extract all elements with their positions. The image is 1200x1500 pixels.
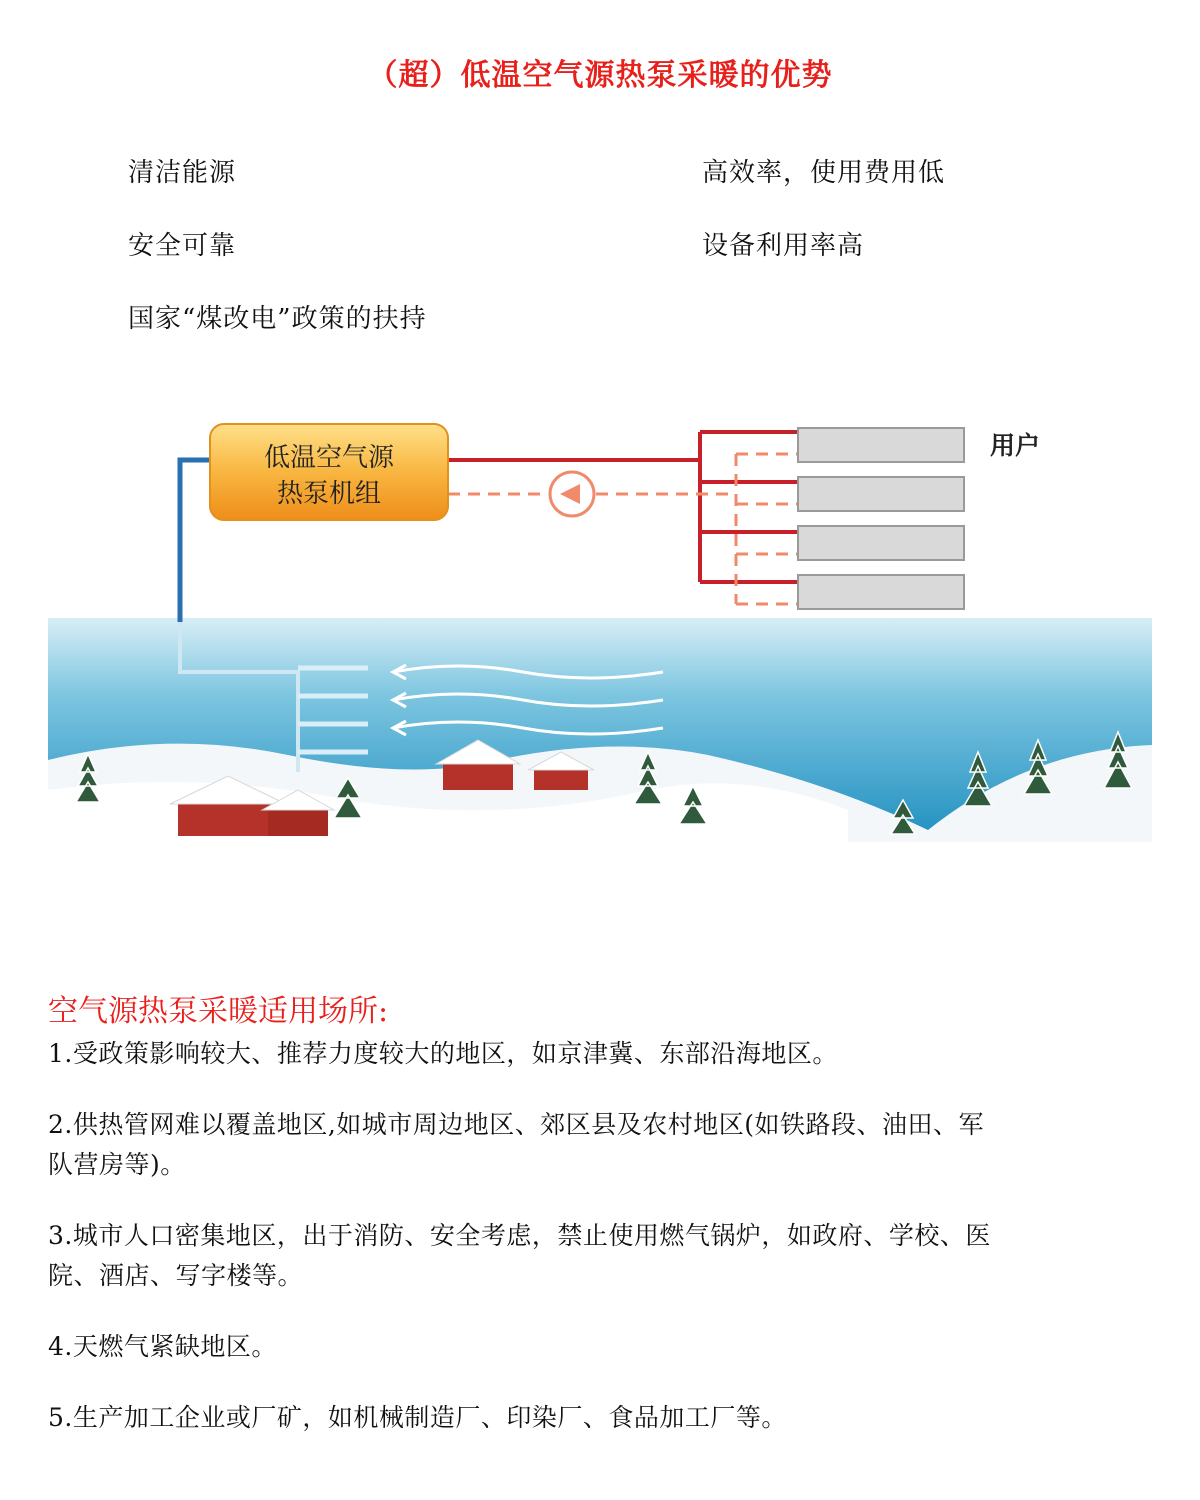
page-title: （超）低温空气源热泵采暖的优势 <box>367 58 833 93</box>
list-item: 5.生产加工企业或厂矿，如机械制造厂、印染厂、食品加工厂等。 <box>48 1403 787 1432</box>
circulation-pump-icon <box>550 472 594 516</box>
user-label: 用户 <box>990 431 1041 460</box>
advantage-safe-reliable: 安全可靠 <box>128 231 237 261</box>
unit-label-line2: 热泵机组 <box>276 479 382 509</box>
advantage-high-efficiency: 高效率，使用费用低 <box>702 158 946 188</box>
applicable-heading: 空气源热泵采暖适用场所: <box>48 994 389 1029</box>
user-box-4 <box>798 575 964 609</box>
advantage-policy-support: 国家“煤改电”政策的扶持 <box>128 304 427 334</box>
user-box-3 <box>798 526 964 560</box>
user-box-2 <box>798 477 964 511</box>
heat-pump-diagram <box>48 410 1152 842</box>
list-item: 2.供热管网难以覆盖地区,如城市周边地区、郊区县及农村地区(如铁路段、油田、军队营房等)。 <box>48 1110 985 1179</box>
list-item: 4.天燃气紧缺地区。 <box>48 1332 277 1361</box>
user-box-1 <box>798 428 964 462</box>
applicable-list <box>48 1034 1008 1469</box>
advantage-clean-energy: 清洁能源 <box>128 158 237 188</box>
unit-label-line1: 低温空气源 <box>263 443 395 473</box>
list-item: 1.受政策影响较大、推荐力度较大的地区，如京津冀、东部沿海地区。 <box>48 1039 838 1068</box>
user-radiators <box>798 428 964 609</box>
list-item: 3.城市人口密集地区，出于消防、安全考虑，禁止使用燃气锅炉，如政府、学校、医院、酒店、写字楼等。 <box>48 1221 991 1290</box>
advantage-equipment-utilization: 设备利用率高 <box>702 231 865 261</box>
heat-pump-unit <box>210 424 448 520</box>
